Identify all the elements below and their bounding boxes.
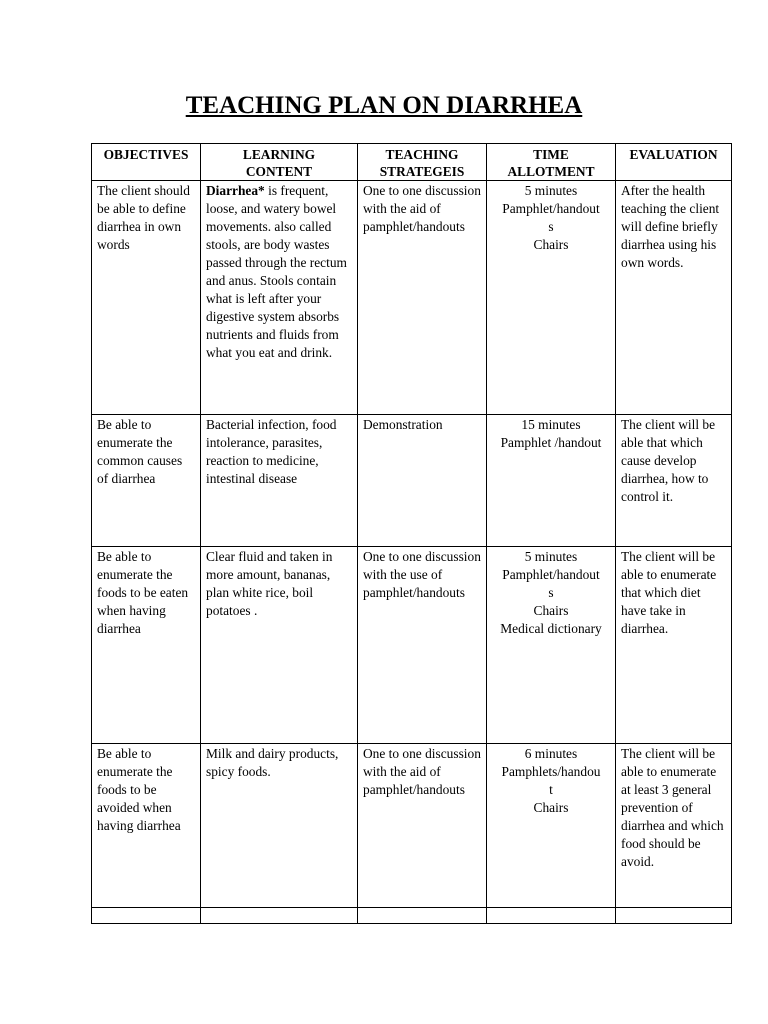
time-line: Pamphlet /handout bbox=[500, 435, 602, 450]
time-line: Chairs bbox=[533, 603, 569, 618]
header-learning-content-line2: CONTENT bbox=[245, 164, 313, 179]
learning-content-cell: Bacterial infection, food intolerance, parasites, reaction to medicine, intestinal disease bbox=[201, 415, 358, 547]
header-time-allotment-line2: ALLOTMENT bbox=[507, 164, 595, 179]
empty-cell bbox=[92, 908, 201, 924]
header-learning-content bbox=[201, 144, 358, 181]
time-line: Pamphlet/handout bbox=[502, 201, 600, 216]
empty-cell bbox=[616, 908, 732, 924]
table-row bbox=[92, 415, 732, 547]
header-objectives: OBJECTIVES bbox=[92, 144, 201, 181]
header-time-allotment-line1: TIME bbox=[533, 147, 569, 162]
learning-content-cell bbox=[201, 181, 358, 415]
document-title: TEACHING PLAN ON DIARRHEA bbox=[185, 92, 583, 119]
header-evaluation: EVALUATION bbox=[616, 144, 732, 181]
empty-cell bbox=[201, 908, 358, 924]
time-line: s bbox=[548, 585, 554, 600]
time-allotment-cell bbox=[487, 547, 616, 744]
time-allotment-cell bbox=[487, 415, 616, 547]
empty-cell bbox=[487, 908, 616, 924]
time-allotment-cell bbox=[487, 744, 616, 908]
header-row bbox=[92, 144, 732, 181]
content-text: is frequent, loose, and watery bowel movements. also called stools, are body wastes passed through the rectum and anus. Stools contain what is left after your digestive system absorbs nutrients and fluids from what you eat and drink. bbox=[206, 183, 347, 360]
objectives-cell: Be able to enumerate the common causes of diarrhea bbox=[92, 415, 201, 547]
header-teaching-strategies bbox=[358, 144, 487, 181]
strategies-cell: One to one discussion with the use of pamphlet/handouts bbox=[358, 547, 487, 744]
time-line: Pamphlets/handou bbox=[501, 764, 601, 779]
learning-content-cell: Milk and dairy products, spicy foods. bbox=[201, 744, 358, 908]
table-row bbox=[92, 181, 732, 415]
learning-content-cell: Clear fluid and taken in more amount, bananas, plan white rice, boil potatoes . bbox=[201, 547, 358, 744]
header-teaching-strategies-line2: STRATEGEIS bbox=[379, 164, 465, 179]
time-line: Medical dictionary bbox=[500, 621, 602, 636]
teaching-plan-table bbox=[91, 143, 732, 924]
header-time-allotment bbox=[487, 144, 616, 181]
time-line: 6 minutes bbox=[524, 746, 578, 761]
table-row bbox=[92, 744, 732, 908]
strategies-cell: Demonstration bbox=[358, 415, 487, 547]
empty-row bbox=[92, 908, 732, 924]
header-teaching-strategies-line1: TEACHING bbox=[385, 147, 459, 162]
strategies-cell: One to one discussion with the aid of pamphlet/handouts bbox=[358, 181, 487, 415]
table-row bbox=[92, 547, 732, 744]
evaluation-cell: The client will be able to enumerate at least 3 general prevention of diarrhea and which food should be avoid. bbox=[616, 744, 732, 908]
content-term: Diarrhea* bbox=[206, 183, 265, 198]
evaluation-cell: After the health teaching the client will define briefly diarrhea using his own words. bbox=[616, 181, 732, 415]
time-line: 5 minutes bbox=[524, 549, 578, 564]
empty-cell bbox=[358, 908, 487, 924]
objectives-cell: Be able to enumerate the foods to be avoided when having diarrhea bbox=[92, 744, 201, 908]
objectives-cell: The client should be able to define diarrhea in own words bbox=[92, 181, 201, 415]
time-line: t bbox=[549, 782, 553, 797]
time-line: s bbox=[548, 219, 554, 234]
time-line: 5 minutes bbox=[524, 183, 578, 198]
time-line: 15 minutes bbox=[521, 417, 581, 432]
evaluation-cell: The client will be able to enumerate that which diet have take in diarrhea. bbox=[616, 547, 732, 744]
objectives-cell: Be able to enumerate the foods to be eaten when having diarrhea bbox=[92, 547, 201, 744]
evaluation-cell: The client will be able that which cause develop diarrhea, how to control it. bbox=[616, 415, 732, 547]
time-line: Pamphlet/handout bbox=[502, 567, 600, 582]
strategies-cell: One to one discussion with the aid of pamphlet/handouts bbox=[358, 744, 487, 908]
time-line: Chairs bbox=[533, 800, 569, 815]
time-allotment-cell bbox=[487, 181, 616, 415]
header-learning-content-line1: LEARNING bbox=[242, 147, 316, 162]
time-line: Chairs bbox=[533, 237, 569, 252]
